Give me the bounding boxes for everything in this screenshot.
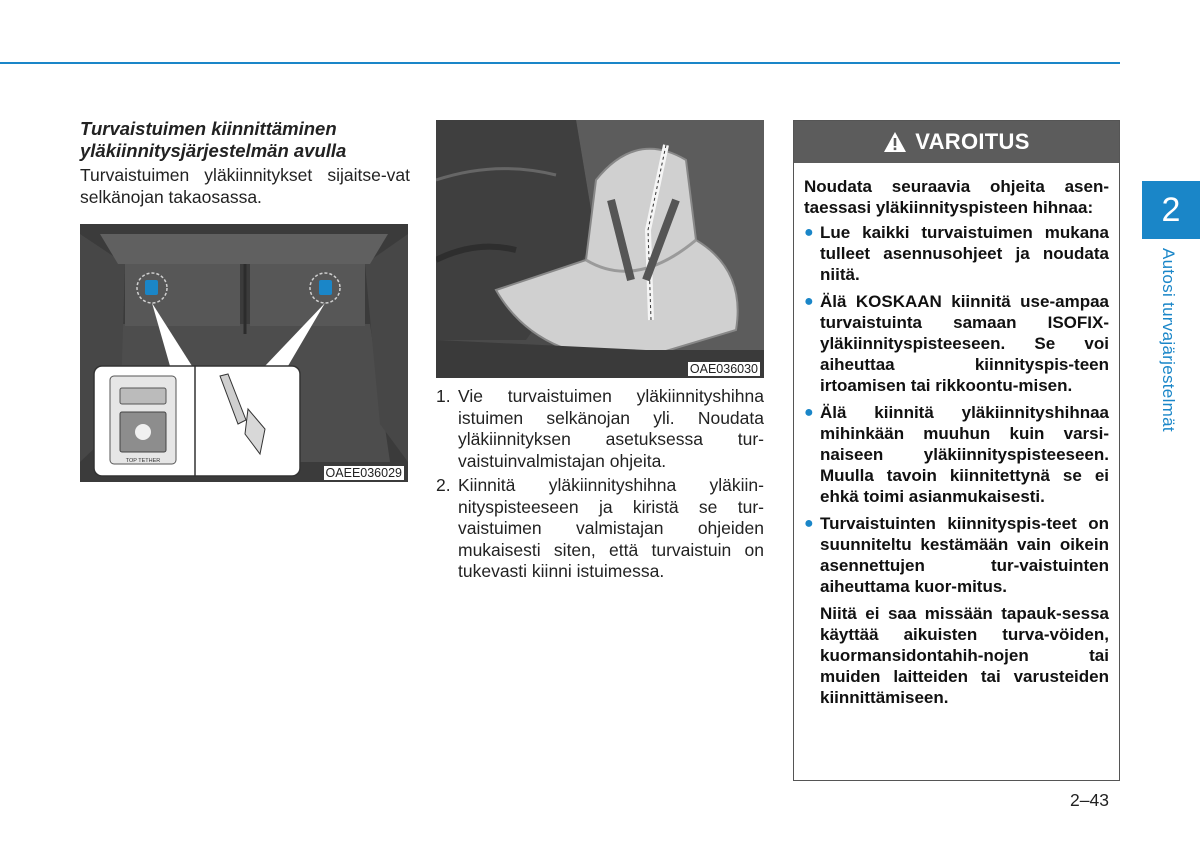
- bullet-dot-icon: ●: [804, 293, 814, 310]
- warning-bullet-text: Lue kaikki turvaistuimen mukana tulleet asennusohjeet ja noudata niitä.: [820, 223, 1109, 284]
- section-intro: Turvaistuimen yläkiinnitykset sijaitse-vat selkänojan takaosassa.: [80, 165, 410, 207]
- instruction-steps: [436, 386, 764, 586]
- figure-code: OAE036030: [689, 362, 758, 376]
- warning-bullet-text: Älä kiinnitä yläkiinnityshihnaa mihinkään muuhun kuin varsi-naiseen yläkiinnityspisteeseen. Muulla tavoin kiinnitettynä se ei ehkä toimi asianmukaisesti.: [820, 403, 1109, 506]
- step-text: Kiinnitä yläkiinnityshihna yläkiin-nityspisteeseen ja kiristä se tur-vaistuimen valmistajan ohjeiden mukaisesti siten, että turvaistuin on tukevasti kiinni istuimessa.: [458, 475, 764, 581]
- warning-bullet: [804, 402, 1109, 507]
- seat-figure: [436, 120, 764, 378]
- step-item: [436, 475, 764, 583]
- warning-bullet-text: Turvaistuinten kiinnityspis-teet on suunniteltu kestämään vain oikein asennettujen tur-vaistuinten aiheuttama kuor-mitus.: [820, 514, 1109, 596]
- section-title-line2: yläkiinnitysjärjestelmän avulla: [80, 140, 347, 161]
- warning-bullet: [804, 513, 1109, 708]
- warning-header: [794, 121, 1119, 163]
- child-seat-illustration: [436, 120, 764, 378]
- warning-bullet-extra: Niitä ei saa missään tapauk-sessa käyttää aikuisten turva-vöiden, kuormansidontahih-nojen tai muiden laitteiden tai varusteiden kiinnittämiseen.: [820, 604, 1109, 707]
- chapter-label: Autosi turvajärjestelmät: [1159, 248, 1178, 432]
- step-item: [436, 386, 764, 472]
- section-column-left: [80, 118, 410, 208]
- step-number: 2.: [436, 475, 451, 495]
- warning-body: [794, 163, 1119, 708]
- warning-bullet: [804, 291, 1109, 396]
- trunk-illustration: [80, 224, 408, 482]
- bullet-dot-icon: ●: [804, 404, 814, 421]
- step-text: Vie turvaistuimen yläkiinnityshihna istuimen selkänojan yli. Noudata yläkiinnityksen asetuksessa tur-vaistuinvalmistajan ohjeita.: [458, 386, 764, 471]
- step-number: 1.: [436, 386, 451, 406]
- warning-title: VAROITUS: [915, 129, 1030, 154]
- chapter-tab: 2: [1142, 181, 1200, 239]
- trunk-figure: [80, 224, 408, 482]
- section-title: [80, 118, 410, 162]
- warning-box: [793, 120, 1120, 781]
- inset-label: TOP TETHER: [125, 458, 161, 464]
- bullet-dot-icon: ●: [804, 515, 814, 532]
- header-rule: [0, 62, 1120, 64]
- warning-bullet: [804, 222, 1109, 285]
- section-title-line1: Turvaistuimen kiinnittäminen: [80, 118, 337, 139]
- warning-triangle-icon: [883, 131, 907, 153]
- warning-intro: Noudata seuraavia ohjeita asen-taessasi yläkiinnityspisteen hihnaa:: [804, 177, 1109, 217]
- figure-code: OAEE036029: [325, 466, 402, 480]
- warning-bullet-text: Älä KOSKAAN kiinnitä use-ampaa turvaistuinta samaan ISOFIX-yläkiinnityspisteeseen. Se voi aiheuttaa kiinnityspis-teen irtoamisen tai rikkoontu-misen.: [820, 292, 1109, 395]
- bullet-dot-icon: ●: [804, 224, 814, 241]
- page-number: 2–43: [1070, 790, 1109, 810]
